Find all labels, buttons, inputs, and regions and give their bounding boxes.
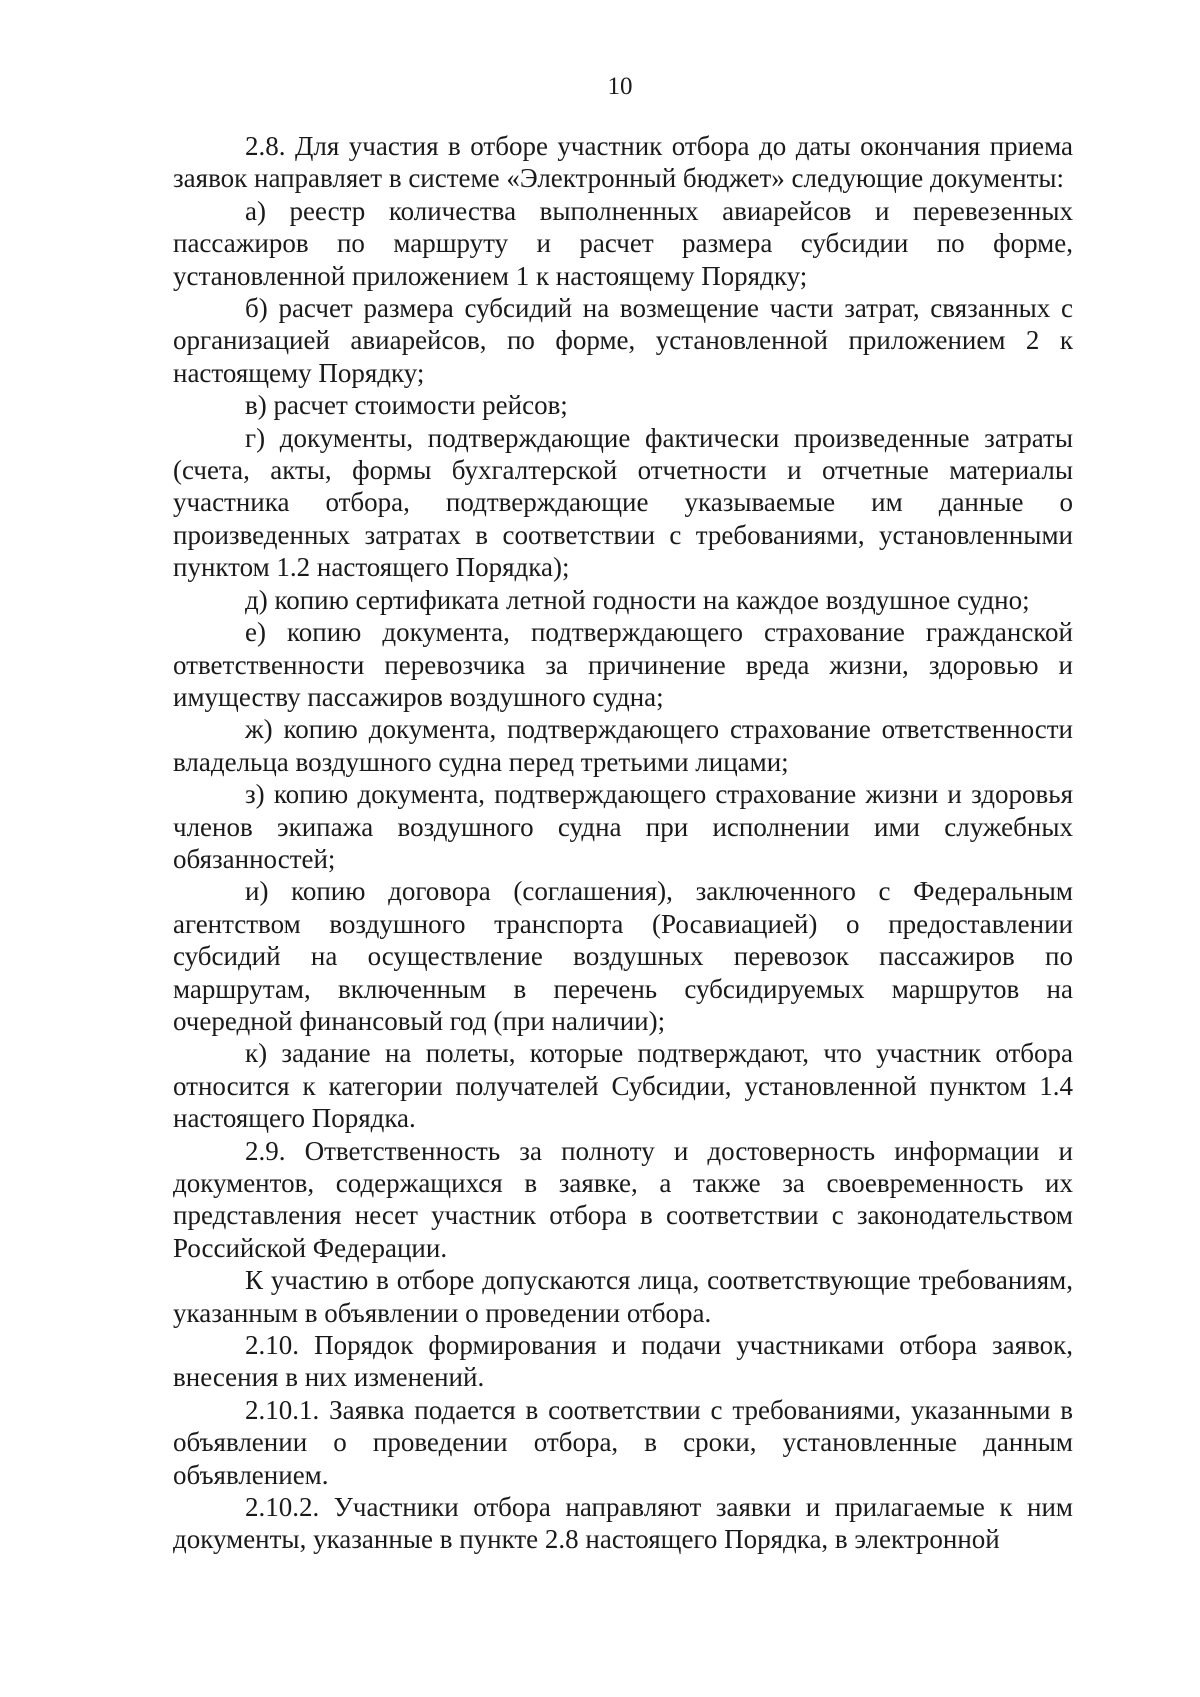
paragraph-2-9: 2.9. Ответственность за полноту и достоверность информации и документов, содержащихся в заявке, а также за своевременность их представления несет участник отбора в соответствии с законодательством Российской Федерации. xyxy=(173,1135,1073,1263)
page-number: 10 xyxy=(607,73,633,100)
list-item-a: а) реестр количества выполненных авиарейсов и перевезенных пассажиров по маршруту и расчет размера субсидии по форме, установленной приложением 1 к настоящему Порядку; xyxy=(173,195,1073,291)
paragraph-2-10-2: 2.10.2. Участники отбора направляют заявки и прилагаемые к ним документы, указанные в пункте 2.8 настоящего Порядка, в электронной xyxy=(173,1492,1073,1555)
list-item-e: е) копию документа, подтверждающего страхование гражданской ответственности перевозчика за причинение вреда жизни, здоровью и имуществу пассажиров воздушного судна; xyxy=(173,617,1073,712)
list-item-i: и) копию договора (соглашения), заключенного с Федеральным агентством воздушного транспорта (Росавиацией) о предоставлении субсидий на осуществление воздушных перевозок пассажиров по маршрутам, включенным в перечень субсидируемых маршрутов на очередной финансовый год (при наличии); xyxy=(173,876,1073,1036)
list-item-g: г) документы, подтверждающие фактически произведенные затраты (счета, акты, формы бухгалтерской отчетности и отчетные материалы участника отбора, подтверждающие указываемые им данные о произведенных затратах в соответствии с требованиями, установленными пунктом 1.2 настоящего Порядка); xyxy=(173,422,1073,583)
document-body xyxy=(173,130,1073,1556)
paragraph-admission: К участию в отборе допускаются лица, соответствующие требованиям, указанным в объявлении о проведении отбора. xyxy=(173,1265,1073,1328)
list-item-d: д) копию сертификата летной годности на каждое воздушное судно; xyxy=(245,584,1030,615)
list-item-zh: ж) копию документа, подтверждающего страхование ответственности владельца воздушного судна перед третьими лицами; xyxy=(173,714,1073,777)
paragraph-2-8: 2.8. Для участия в отборе участник отбора до даты окончания приема заявок направляет в системе «Электронный бюджет» следующие документы: xyxy=(173,131,1073,194)
list-item-z: з) копию документа, подтверждающего страхование жизни и здоровья членов экипажа воздушного судна при исполнении ими служебных обязанностей; xyxy=(173,779,1073,874)
list-item-k: к) задание на полеты, которые подтверждают, что участник отбора относится к категории получателей Субсидии, установленной пунктом 1.4 настоящего Порядка. xyxy=(173,1038,1073,1134)
paragraph-2-10-1: 2.10.1. Заявка подается в соответствии с требованиями, указанными в объявлении о проведении отбора, в сроки, установленные данным объявлением. xyxy=(173,1394,1073,1490)
paragraph-2-10: 2.10. Порядок формирования и подачи участниками отбора заявок, внесения в них изменений. xyxy=(173,1330,1073,1393)
list-item-v: в) расчет стоимости рейсов; xyxy=(245,390,568,421)
list-item-b: б) расчет размера субсидий на возмещение части затрат, связанных с организацией авиарейсов, по форме, установленной приложением 2 к настоящему Порядку; xyxy=(173,293,1073,388)
